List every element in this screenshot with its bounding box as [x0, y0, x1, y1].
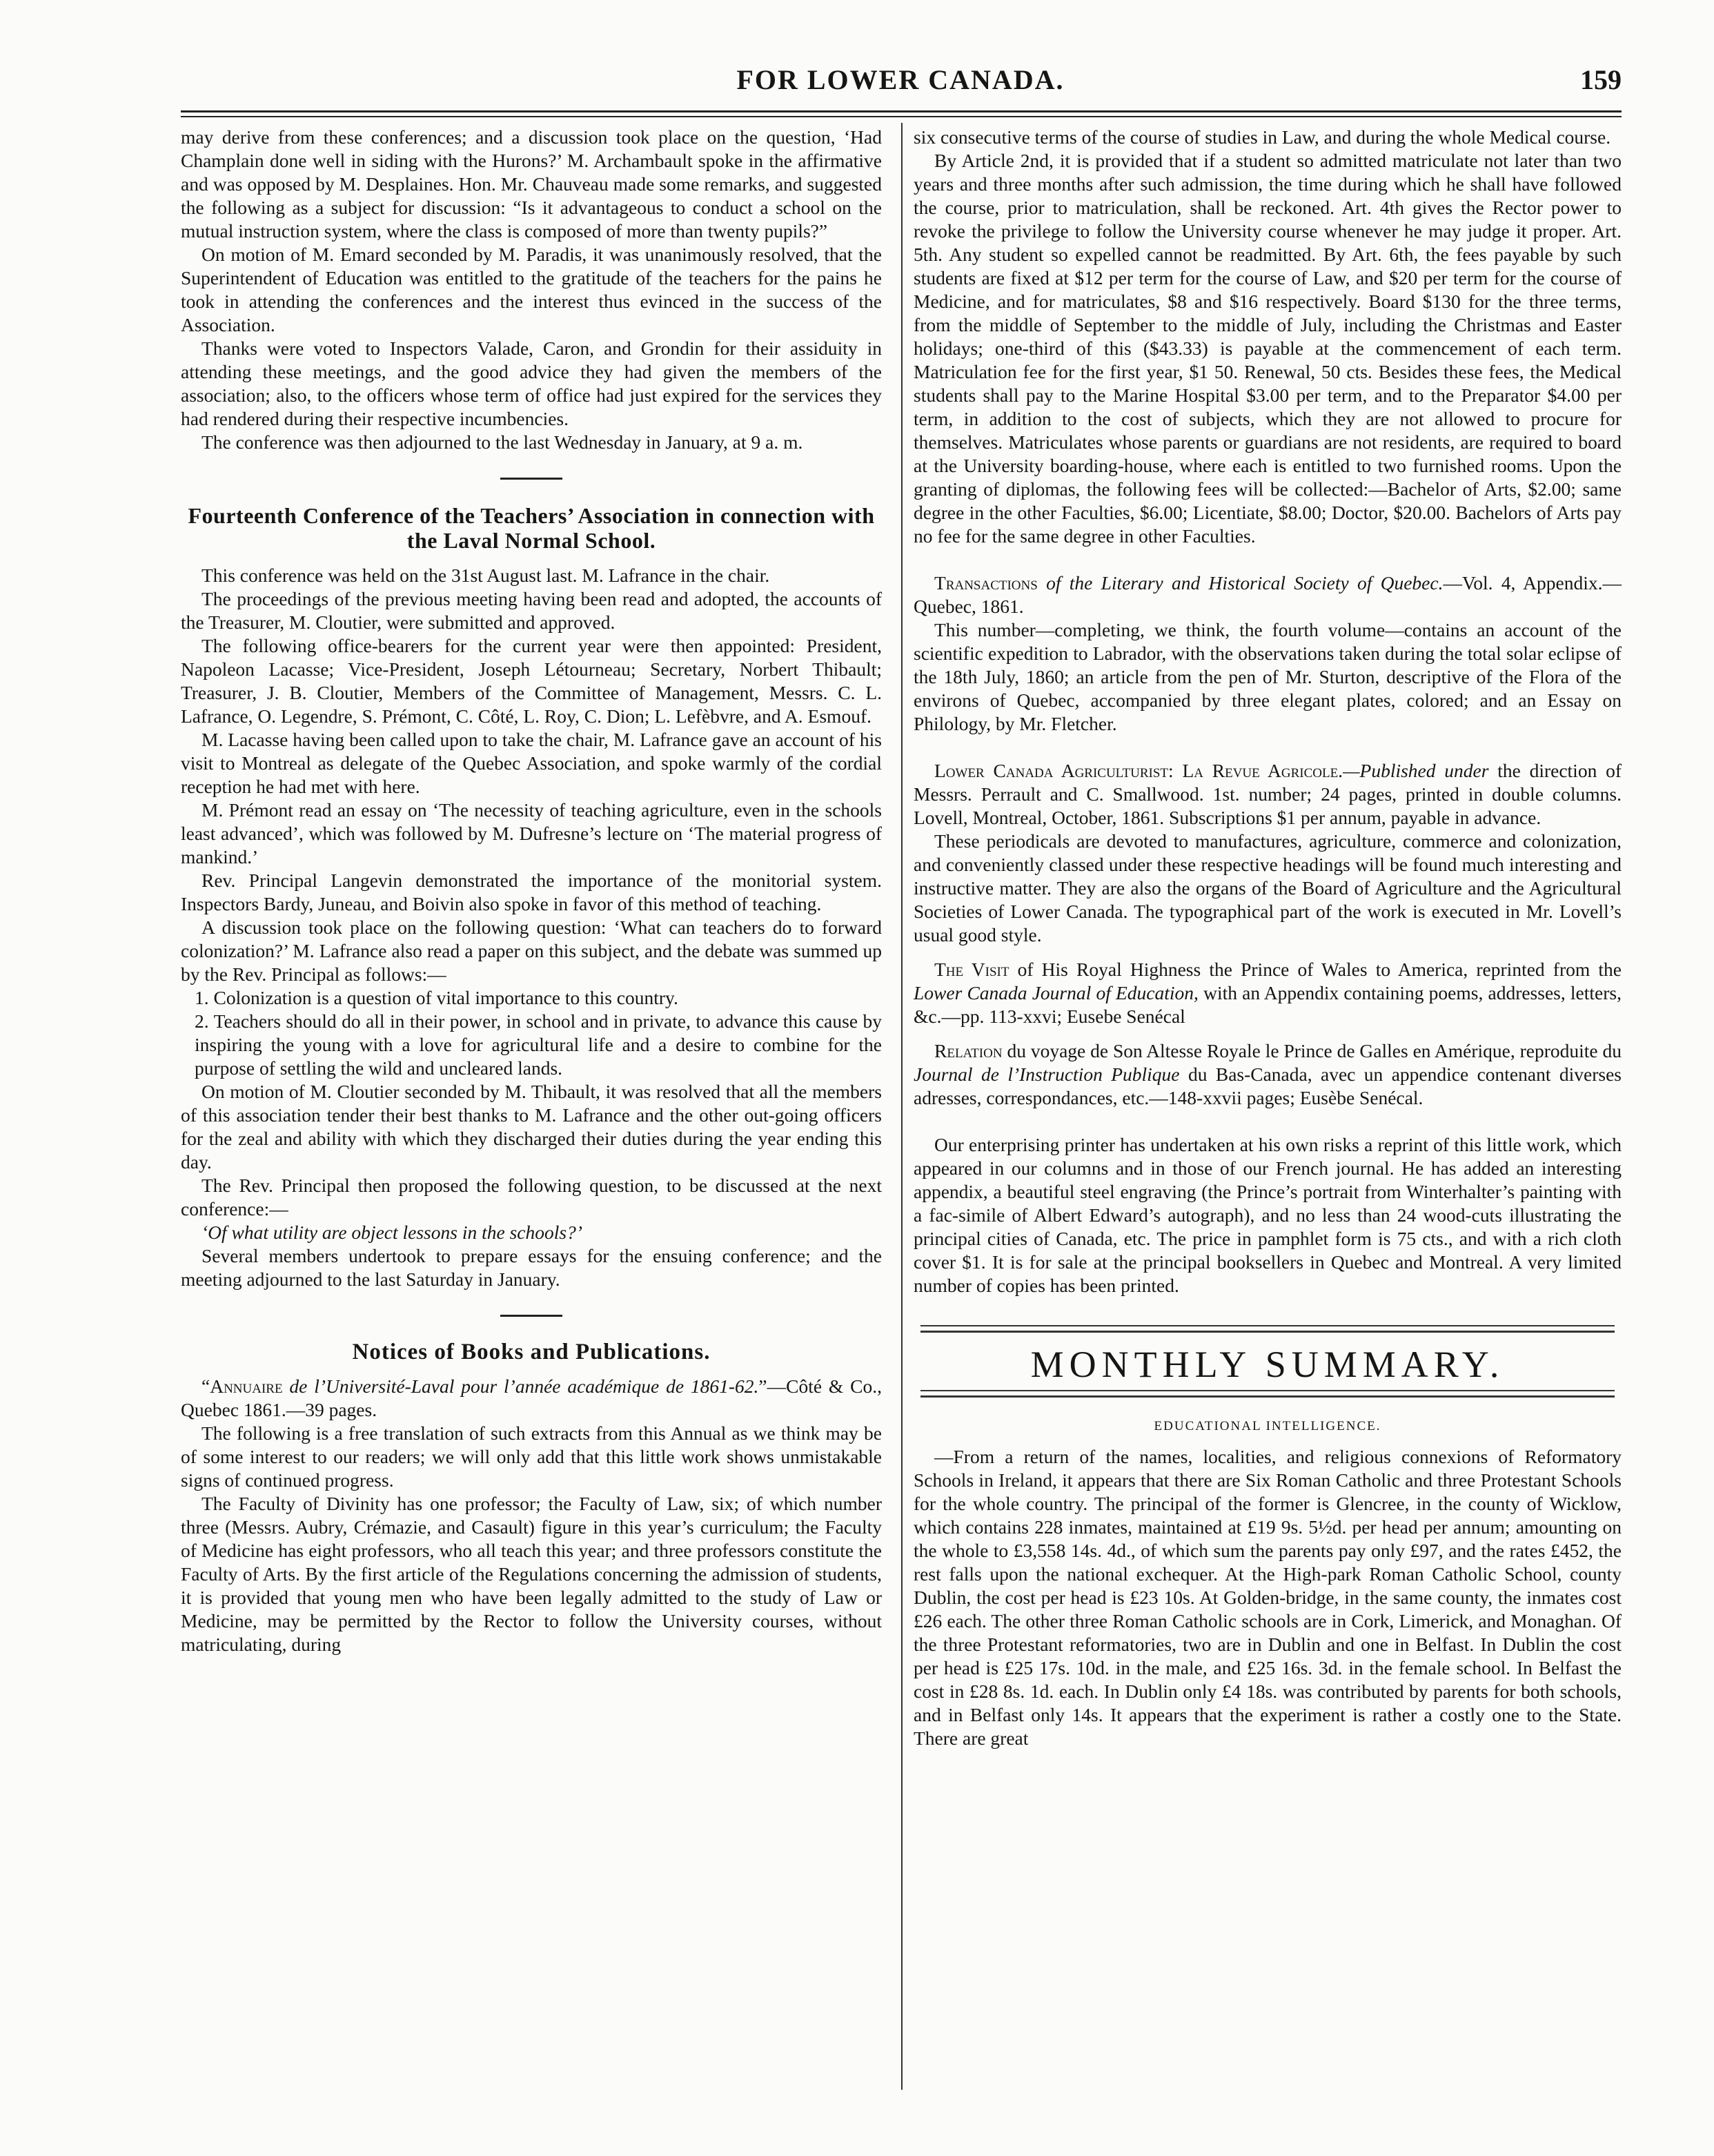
section-double-rule — [920, 1386, 1615, 1402]
entry-details: ”—Côté & Co., Quebec 1861.—39 pages. — [181, 1375, 883, 1420]
paragraph: The Rev. Principal then proposed the following question, to be discussed at the next conference:— — [181, 1175, 882, 1219]
paragraph: M. Prémont read an essay on ‘The necessity of teaching agriculture, even in the schools least advanced’, which was followed by M. Dufresne’s lecture on ‘The material progress of mankind.’ — [181, 799, 882, 868]
section-heading: Notices of Books and Publications. — [352, 1340, 711, 1364]
paragraph: Thanks were voted to Inspectors Valade, Caron, and Grondin for their assiduity in attending these meetings, and the good advice they had given the members of the association; also, to the officers whose term of office had just expired for the services they had rendered during their respective incumbencies. — [181, 337, 882, 429]
list-item: 1. Colonization is a question of vital importance to this country. — [195, 987, 678, 1008]
entry-lead: Transactions — [934, 572, 1038, 594]
entry-details: du voyage de Son Altesse Royale le Prince de Galles en Amérique, reproduite du — [1007, 1040, 1622, 1061]
bibliographic-entry — [181, 1375, 882, 1422]
entry-title: of the Literary and Historical Society of Quebec. — [1046, 572, 1444, 594]
bibliographic-entry — [914, 1039, 1622, 1110]
paragraph: By Article 2nd, it is provided that if a student so admitted matriculate not later than two years and three months after such admission, the time during which he shall have followed the course, prior to matriculation, shall be reckoned. Art. 4th gives the Rector power to revoke the privilege to follow the University course whenever he may judge it proper. Art. 5th. Any student so expelled cannot be readmitted. By Art. 6th, the fees payable by such students are fixed at $12 per term for the course of Law, and $20 per term for the course of Medicine, and for matriculates, $8 and $16 respectively. Board $130 for the three terms, from the middle of September to the middle of July, including the Christmas and Easter holidays; one-third of this ($43.33) is payable at the commencement of each term. Matriculation fee for the first year, $1 50. Renewal, 50 cts. Besides these fees, the Medical students shall pay to the Marine Hospital $3.00 per term, and to the Preparator $4.00 per term, in addition to the cost of subjects, which they are not allowed to procure for themselves. Matriculates whose parents or guardians are not residents, are required to board at the University boarding-house, where each is entitled to two furnished rooms. Upon the granting of diplomas, the following fees will be collected:—Bachelor of Arts, $2.00; same degree in the other Faculties, $6.00; Licentiate, $8.00; Doctor, $20.00. Bachelors of Arts pay no fee for the same degree in other Faculties. — [914, 150, 1622, 547]
header-rule — [181, 110, 1622, 112]
subsection-heading: EDUCATIONAL INTELLIGENCE. — [1154, 1419, 1381, 1433]
paragraph: The conference was then adjourned to the last Wednesday in January, at 9 a. m. — [201, 431, 803, 453]
entry-lead: Lower Canada Agriculturist: La Revue Agricole. — [934, 760, 1343, 781]
paragraph: The following office-bearers for the current year were then appointed: President, Napoleon Lacasse; Vice-President, Joseph Létourneau; Secretary, Norbert Thibault; Treasurer, J. B. Cloutier, Members of the Committee of Management, Messrs. C. L. Lafrance, O. Legendre, S. Prémont, C. Côté, L. Roy, C. Dion; L. Lefèbvre, and A. Esmouf. — [181, 635, 882, 727]
entry-lead: The Visit — [934, 959, 1009, 980]
right-column — [914, 126, 1622, 1750]
paragraph: The Faculty of Divinity has one professor; the Faculty of Law, six; of which number three (Messrs. Aubry, Crémazie, and Casault) figure in this year’s curriculum; the Faculty of Medicine has eight professors, who all teach this year; and three professors constitute the Faculty of Arts. By the first article of the Regulations concerning the admission of students, it is provided that young men who have been legally admitted to the study of Law or Medicine, may be permitted by the Rector to follow the University courses, without matriculating, during — [181, 1493, 882, 1655]
paragraph: A discussion took place on the following question: ‘What can teachers do to forward colonization?’ M. Lafrance also read a paper on this subject, and the debate was summed up by the Rev. Principal as follows:— — [181, 917, 882, 985]
section-double-rule — [920, 1321, 1615, 1337]
paragraph: Several members undertook to prepare essays for the ensuing conference; and the meeting adjourned to the last Saturday in January. — [181, 1245, 882, 1290]
paragraph: These periodicals are devoted to manufactures, agriculture, commerce and colonization, and conveniently classed under these respective headings will be found much interesting and instructive matter. They are also the organs of the Board of Agriculture and the Agricultural Societies of Lower Canada. The typographical part of the work is executed in Mr. Lovell’s usual good style. — [914, 830, 1622, 945]
paragraph: —From a return of the names, localities, and religious connexions of Reformatory Schools in Ireland, it appears that there are Six Roman Catholic and three Protestant Schools for the whole country. The principal of the former is Glencree, in the county of Wicklow, which contains 228 inmates, maintained at £19 9s. 5½d. per head per annum; amounting on the whole to £3,558 14s. 4d., of which sum the parents pay only £97, and the rates £452, the rest falls upon the national exchequer. At the High-park Roman Catholic School, county Dublin, the cost per head is £23 10s. At Golden-bridge, in the same county, the inmates cost £26 each. The other three Roman Catholic schools are in Cork, Limerick, and Monaghan. Of the three Protestant reformatories, two are in Dublin and one in Belfast. In Dublin the cost per head is £25 17s. 10d. in the male, and £25 16s. 3d. in the female school. In Belfast the cost in £28 8s. 1d. each. In Dublin only £4 18s. was contributed by parents for both schools, and in Belfast only 14s. It appears that the experiment is rather a costly one to the State. There are great — [914, 1446, 1622, 1749]
column-divider — [901, 123, 903, 2090]
entry-details: with an Appendix containing poems, addresses, letters, &c.—pp. 113-xxvi; Eusebe Senécal — [914, 982, 1622, 1027]
entry-title: Journal de l’Instruction Publique — [914, 1064, 1180, 1085]
paragraph: This conference was held on the 31st August last. M. Lafrance in the chair. — [201, 565, 770, 586]
paragraph: Our enterprising printer has undertaken at his own risks a reprint of this little work, which appeared in our columns and in those of our French journal. He has added an interesting appendix, a beautiful steel engraving (the Prince’s portrait from Winterhalter’s painting with a fac-simile of Albert Edward’s autograph), and no less than 24 wood-cuts illustrating the principal cities of Canada, etc. The price in pamphlet form is 75 cts., and with a rich cloth cover $1. It is for sale at the principal booksellers in Quebec and Montreal. A very limited number of copies has been printed. — [914, 1134, 1622, 1296]
italic-question: ‘Of what utility are object lessons in the schools?’ — [201, 1222, 582, 1243]
bibliographic-entry — [914, 571, 1622, 618]
monthly-summary-title: MONTHLY SUMMARY. — [1030, 1344, 1505, 1385]
paragraph: The following is a free translation of such extracts from this Annual as we think may be of some interest to our readers; we will only add that this little work shows unmistakable signs of continued progress. — [181, 1422, 882, 1491]
header-rule-thin — [181, 116, 1622, 117]
paragraph: six consecutive terms of the course of studies in Law, and during the whole Medical course. — [914, 126, 1611, 148]
paragraph: On motion of M. Cloutier seconded by M. Thibault, it was resolved that all the members of this association tender their best thanks to M. Lafrance and the other out-going officers for the zeal and ability with which they discharged their duties during the year ending this day. — [181, 1081, 882, 1173]
entry-title: Lower Canada Journal of Education, — [914, 982, 1199, 1003]
entry-details: of His Royal Highness the Prince of Wales to America, reprinted from the — [1017, 959, 1622, 980]
page-header — [179, 63, 1622, 102]
entry-lead: Relation — [934, 1040, 1003, 1061]
running-head: FOR LOWER CANADA. — [736, 64, 1065, 95]
entry-details: du Bas-Canada, avec un appendice contenant diverses adresses, correspondances, etc.—148-xxvii pages; Eusèbe Senécal. — [914, 1064, 1622, 1108]
entry-details: the direction of Messrs. Perrault and C. Smallwood. 1st. number; 24 pages, printed in double columns. Lovell, Montreal, October, 1861. Subscriptions $1 per annum, payable in advance. — [914, 760, 1622, 828]
paragraph: The proceedings of the previous meeting having been read and adopted, the accounts of the Treasurer, M. Cloutier, were submitted and approved. — [181, 588, 882, 633]
paragraph: may derive from these conferences; and a discussion took place on the question, ‘Had Champlain done well in siding with the Hurons?’ M. Archambault spoke in the affirmative and was opposed by M. Desplaines. Hon. Mr. Chauveau made some remarks, and suggested the following as a subject for discussion: “Is it advantageous to conduct a school on the mutual instruction system, where the class is composed of more than twenty pupils?” — [181, 126, 882, 242]
paragraph: This number—completing, we think, the fourth volume—contains an account of the scientific expedition to Labrador, with the observations taken during the total solar eclipse of the 18th July, 1860; an article from the pen of Mr. Sturton, descriptive of the Flora of the environs of Quebec, accompanied by three elegant plates, colored; and an Essay on Philology, by Mr. Fletcher. — [914, 619, 1622, 734]
paragraph: M. Lacasse having been called upon to take the chair, M. Lafrance gave an account of his visit to Montreal as delegate of the Quebec Association, and spoke warmly of the cordial reception he had met with here. — [181, 729, 882, 797]
section-heading: Fourteenth Conference of the Teachers’ Association in connection with the Laval Normal School. — [188, 503, 875, 553]
entry-details: —Vol. 4, Appendix.—Quebec, 1861. — [914, 572, 1622, 617]
left-column — [181, 126, 882, 1656]
entry-title: —Published under — [1343, 760, 1489, 781]
entry-title: de l’Université-Laval pour l’année académique de 1861-62. — [289, 1375, 759, 1397]
bibliographic-entry — [914, 759, 1622, 830]
paragraph — [181, 1221, 882, 1244]
paragraph: On motion of M. Emard seconded by M. Paradis, it was unanimously resolved, that the Superintendent of Education was entitled to the gratitude of the teachers for the pains he took in attending the conferences and the interest thus evinced in the success of the Association. — [181, 244, 882, 335]
list-item: 2. Teachers should do all in their power, in school and in private, to advance this cause by inspiring the young with a love for agricultural life and a desire to combine for the purpose of settling the wild and uncleared lands. — [195, 1010, 882, 1079]
bibliographic-entry — [914, 958, 1622, 1028]
paragraph: Rev. Principal Langevin demonstrated the importance of the monitorial system. Inspectors Bardy, Juneau, and Boivin also spoke in favor of this method of teaching. — [181, 870, 882, 914]
entry-lead: “Annuaire — [201, 1375, 283, 1397]
page-number: 159 — [1580, 64, 1622, 95]
